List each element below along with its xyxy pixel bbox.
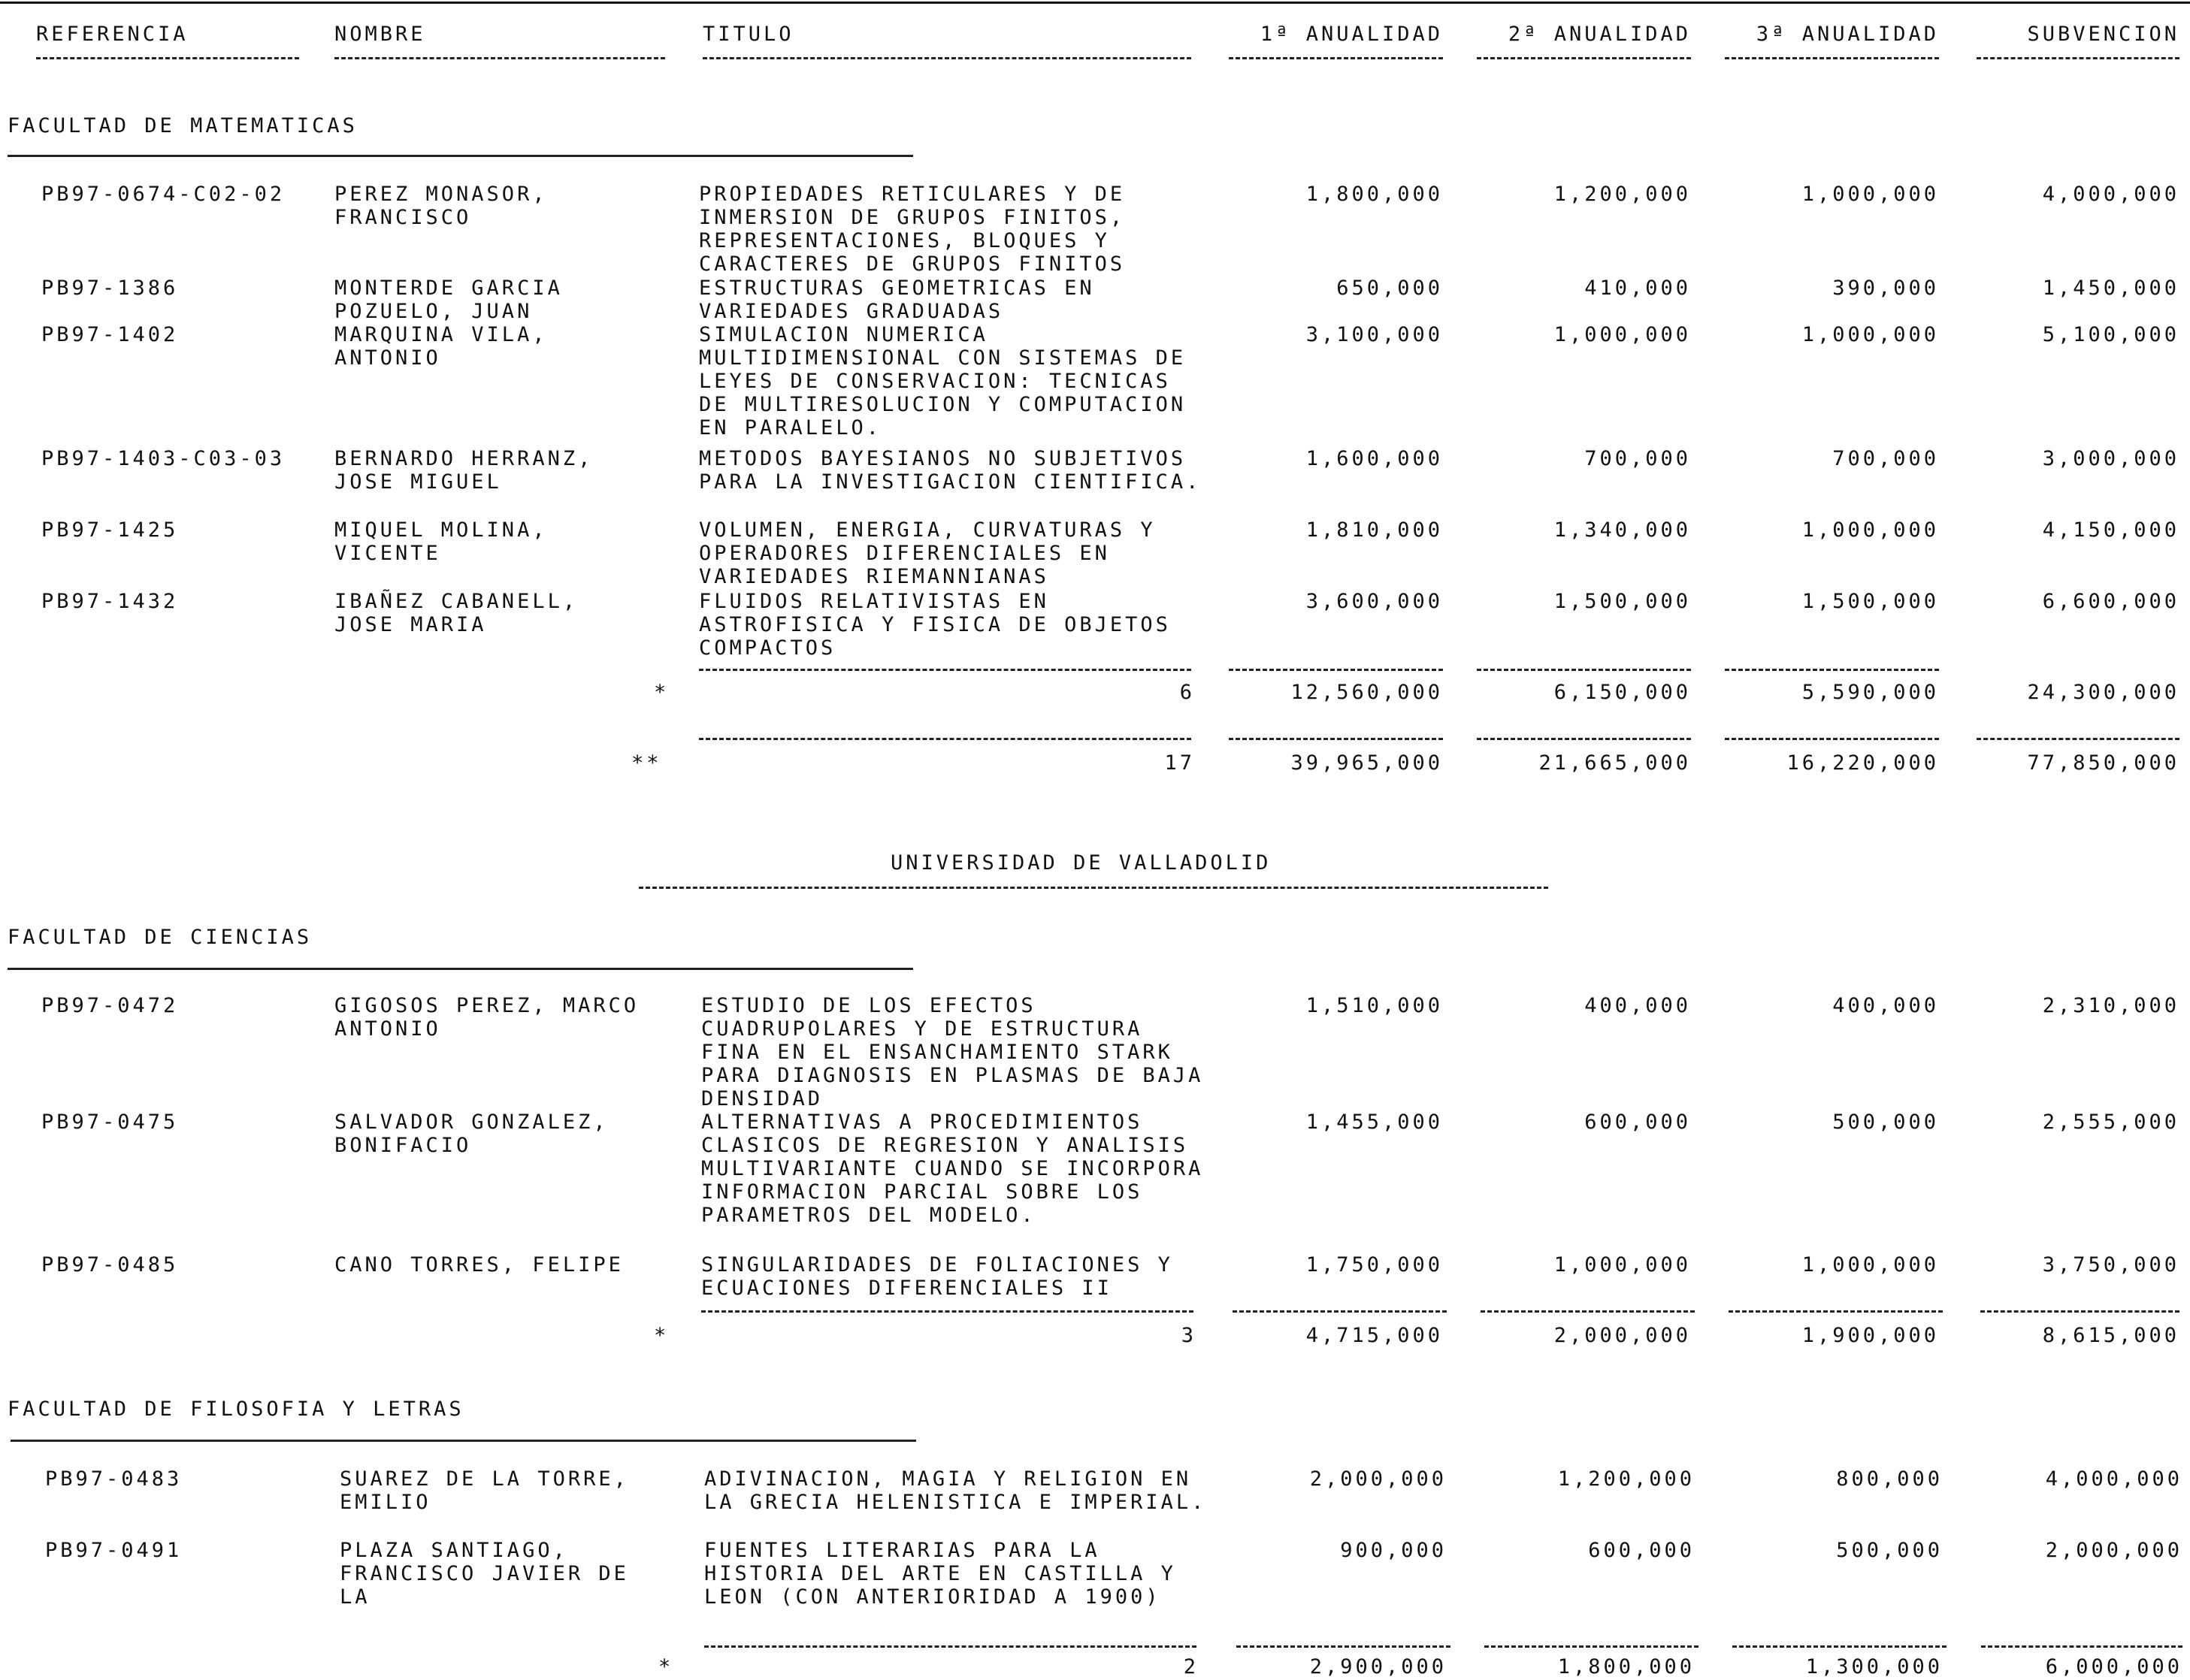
row-anualidad-2: 1,200,000 xyxy=(1553,183,1691,206)
subtotal-rule xyxy=(1981,1645,2182,1648)
row-anualidad-1: 1,800,000 xyxy=(1305,183,1443,206)
faculty-title: FACULTAD DE MATEMATICAS xyxy=(8,114,358,137)
subtotal-mark: * xyxy=(654,1324,670,1347)
row-subvencion: 2,000,000 xyxy=(2045,1539,2182,1562)
header-underline-a2 xyxy=(1477,57,1691,59)
subtotal-count: 6 xyxy=(1179,681,1195,704)
total-anualidad-2: 21,665,000 xyxy=(1538,751,1691,775)
header-anualidad-1: 1ª ANUALIDAD xyxy=(1260,23,1443,46)
total-rule xyxy=(1725,738,1939,740)
row-nombre: MIQUEL MOLINA, VICENTE xyxy=(334,518,548,565)
subtotal-anualidad-3: 1,900,000 xyxy=(1801,1324,1939,1347)
total-anualidad-3: 16,220,000 xyxy=(1786,751,1939,775)
row-nombre: PEREZ MONASOR, FRANCISCO xyxy=(334,183,548,229)
row-anualidad-2: 600,000 xyxy=(1584,1110,1691,1134)
row-referencia: PB97-1402 xyxy=(41,323,179,346)
row-titulo: ESTUDIO DE LOS EFECTOS CUADRUPOLARES Y DE ESTRUCTURA FINA EN EL ENSANCHAMIENTO STARK PARA DIAGNOSIS EN PLASMAS DE BAJA DENSIDAD xyxy=(701,994,1204,1110)
university-underline xyxy=(639,887,1548,889)
header-anualidad-2: 2ª ANUALIDAD xyxy=(1508,23,1691,46)
row-nombre: GIGOSOS PEREZ, MARCO ANTONIO xyxy=(334,994,640,1041)
total-anualidad-1: 39,965,000 xyxy=(1290,751,1443,775)
row-referencia: PB97-0491 xyxy=(45,1539,183,1562)
subtotal-anualidad-2: 1,800,000 xyxy=(1557,1655,1695,1678)
subtotal-rule xyxy=(1229,669,1443,671)
row-anualidad-1: 3,100,000 xyxy=(1305,323,1443,346)
row-subvencion: 6,600,000 xyxy=(2042,590,2179,613)
row-anualidad-1: 650,000 xyxy=(1336,276,1443,300)
row-subvencion: 4,000,000 xyxy=(2042,183,2179,206)
header-underline-titulo xyxy=(703,57,1191,59)
subtotal-anualidad-3: 1,300,000 xyxy=(1805,1655,1943,1678)
row-anualidad-2: 410,000 xyxy=(1584,276,1691,300)
row-anualidad-1: 1,810,000 xyxy=(1305,518,1443,542)
faculty-underline xyxy=(11,1440,916,1442)
row-anualidad-2: 700,000 xyxy=(1584,447,1691,470)
subtotal-anualidad-3: 5,590,000 xyxy=(1801,681,1939,704)
row-nombre: PLAZA SANTIAGO, FRANCISCO JAVIER DE LA xyxy=(340,1539,629,1609)
row-titulo: ALTERNATIVAS A PROCEDIMIENTOS CLASICOS DE REGRESION Y ANALISIS MULTIVARIANTE CUANDO SE INCORPORA INFORMACION PARCIAL SOBRE LOS PARAMETROS DEL MODELO. xyxy=(701,1110,1204,1227)
row-subvencion: 4,150,000 xyxy=(2042,518,2179,542)
subtotal-rule xyxy=(1236,1645,1450,1648)
subtotal-subvencion: 24,300,000 xyxy=(2027,681,2179,704)
subtotal-mark: * xyxy=(658,1655,674,1678)
row-anualidad-1: 3,600,000 xyxy=(1305,590,1443,613)
row-anualidad-2: 600,000 xyxy=(1588,1539,1695,1562)
university-title: UNIVERSIDAD DE VALLADOLID xyxy=(891,851,1272,875)
subtotal-rule xyxy=(1980,1310,2179,1313)
row-titulo: METODOS BAYESIANOS NO SUBJETIVOS PARA LA INVESTIGACION CIENTIFICA. xyxy=(699,447,1202,494)
row-anualidad-3: 1,000,000 xyxy=(1801,518,1939,542)
row-anualidad-2: 1,340,000 xyxy=(1553,518,1691,542)
row-titulo: FUENTES LITERARIAS PARA LA HISTORIA DEL ARTE EN CASTILLA Y LEON (CON ANTERIORIDAD A 1900) xyxy=(704,1539,1176,1609)
row-subvencion: 3,750,000 xyxy=(2042,1253,2179,1277)
row-anualidad-1: 1,600,000 xyxy=(1305,447,1443,470)
row-anualidad-2: 1,000,000 xyxy=(1553,1253,1691,1277)
row-anualidad-2: 1,500,000 xyxy=(1553,590,1691,613)
row-referencia: PB97-0483 xyxy=(45,1467,183,1491)
row-referencia: PB97-1425 xyxy=(41,518,179,542)
row-referencia: PB97-1386 xyxy=(41,276,179,300)
subtotal-anualidad-1: 4,715,000 xyxy=(1305,1324,1443,1347)
subtotal-anualidad-2: 6,150,000 xyxy=(1553,681,1691,704)
subtotal-rule xyxy=(699,669,1191,671)
row-anualidad-3: 500,000 xyxy=(1832,1110,1939,1134)
row-titulo: SIMULACION NUMERICA MULTIDIMENSIONAL CON SISTEMAS DE LEYES DE CONSERVACION: TECNICAS DE MULTIRESOLUCION Y COMPUTACION EN PARALELO. xyxy=(699,323,1187,440)
row-anualidad-3: 1,000,000 xyxy=(1801,323,1939,346)
row-subvencion: 2,310,000 xyxy=(2042,994,2179,1017)
subtotal-rule xyxy=(1484,1645,1698,1648)
row-anualidad-3: 500,000 xyxy=(1836,1539,1943,1562)
row-anualidad-1: 1,750,000 xyxy=(1305,1253,1443,1277)
total-count: 17 xyxy=(1164,751,1195,775)
header-referencia: REFERENCIA xyxy=(36,23,189,46)
row-subvencion: 5,100,000 xyxy=(2042,323,2179,346)
faculty-underline xyxy=(8,968,913,970)
row-anualidad-1: 1,510,000 xyxy=(1305,994,1443,1017)
row-referencia: PB97-0475 xyxy=(41,1110,179,1134)
total-rule xyxy=(1229,738,1443,740)
subtotal-anualidad-1: 2,900,000 xyxy=(1309,1655,1447,1678)
header-anualidad-3: 3ª ANUALIDAD xyxy=(1756,23,1939,46)
row-subvencion: 4,000,000 xyxy=(2045,1467,2182,1491)
header-underline-sub xyxy=(1977,57,2179,59)
subtotal-rule xyxy=(1729,1310,1943,1313)
row-titulo: ESTRUCTURAS GEOMETRICAS EN VARIEDADES GRADUADAS xyxy=(699,276,1095,323)
subtotal-rule xyxy=(1725,669,1939,671)
subtotal-subvencion: 8,615,000 xyxy=(2042,1324,2179,1347)
total-rule xyxy=(699,738,1191,740)
row-anualidad-3: 400,000 xyxy=(1832,994,1939,1017)
header-titulo: TITULO xyxy=(703,23,794,46)
subtotal-rule xyxy=(1481,1310,1695,1313)
row-anualidad-2: 1,200,000 xyxy=(1557,1467,1695,1491)
row-anualidad-1: 1,455,000 xyxy=(1305,1110,1443,1134)
row-nombre: MONTERDE GARCIA POZUELO, JUAN xyxy=(334,276,563,323)
header-underline-nombre xyxy=(334,57,665,59)
row-titulo: SINGULARIDADES DE FOLIACIONES Y ECUACIONES DIFERENCIALES II xyxy=(701,1253,1173,1300)
row-anualidad-3: 390,000 xyxy=(1832,276,1939,300)
row-referencia: PB97-1432 xyxy=(41,590,179,613)
row-referencia: PB97-0674-C02-02 xyxy=(41,183,286,206)
row-referencia: PB97-0485 xyxy=(41,1253,179,1277)
total-subvencion: 77,850,000 xyxy=(2027,751,2179,775)
row-nombre: MARQUINA VILA, ANTONIO xyxy=(334,323,548,370)
row-subvencion: 1,450,000 xyxy=(2042,276,2179,300)
row-titulo: VOLUMEN, ENERGIA, CURVATURAS Y OPERADORES DIFERENCIALES EN VARIEDADES RIEMANNIANAS xyxy=(699,518,1156,588)
header-nombre: NOMBRE xyxy=(334,23,426,46)
subtotal-rule xyxy=(704,1645,1196,1648)
row-nombre: CANO TORRES, FELIPE xyxy=(334,1253,624,1277)
row-anualidad-3: 1,500,000 xyxy=(1801,590,1939,613)
header-underline-a3 xyxy=(1725,57,1939,59)
header-subvencion: SUBVENCION xyxy=(2027,23,2179,46)
row-anualidad-3: 1,000,000 xyxy=(1801,1253,1939,1277)
subtotal-subvencion: 6,000,000 xyxy=(2045,1655,2182,1678)
faculty-title: FACULTAD DE CIENCIAS xyxy=(8,926,313,949)
subtotal-rule xyxy=(1477,669,1691,671)
subtotal-count: 3 xyxy=(1181,1324,1196,1347)
row-nombre: SUAREZ DE LA TORRE, EMILIO xyxy=(340,1467,629,1514)
subtotal-anualidad-2: 2,000,000 xyxy=(1553,1324,1691,1347)
row-titulo: ADIVINACION, MAGIA Y RELIGION EN LA GRECIA HELENISTICA E IMPERIAL. xyxy=(704,1467,1207,1514)
top-rule xyxy=(0,2,2190,4)
row-nombre: BERNARDO HERRANZ, JOSE MIGUEL xyxy=(334,447,594,494)
faculty-title: FACULTAD DE FILOSOFIA Y LETRAS xyxy=(8,1397,464,1421)
row-subvencion: 3,000,000 xyxy=(2042,447,2179,470)
header-underline-a1 xyxy=(1229,57,1443,59)
subtotal-anualidad-1: 12,560,000 xyxy=(1290,681,1443,704)
row-referencia: PB97-0472 xyxy=(41,994,179,1017)
row-anualidad-1: 900,000 xyxy=(1340,1539,1447,1562)
row-referencia: PB97-1403-C03-03 xyxy=(41,447,286,470)
faculty-underline xyxy=(8,155,913,157)
subtotal-rule xyxy=(1732,1645,1946,1648)
subtotal-rule xyxy=(1233,1310,1447,1313)
header-underline-ref xyxy=(36,57,299,59)
row-titulo: PROPIEDADES RETICULARES Y DE INMERSION DE GRUPOS FINITOS, REPRESENTACIONES, BLOQUES Y CARACTERES DE GRUPOS FINITOS xyxy=(699,183,1126,276)
row-nombre: IBAÑEZ CABANELL, JOSE MARIA xyxy=(334,590,579,636)
row-anualidad-3: 800,000 xyxy=(1836,1467,1943,1491)
row-anualidad-3: 1,000,000 xyxy=(1801,183,1939,206)
total-mark: ** xyxy=(631,751,662,775)
row-anualidad-2: 1,000,000 xyxy=(1553,323,1691,346)
row-anualidad-1: 2,000,000 xyxy=(1309,1467,1447,1491)
total-rule xyxy=(1477,738,1691,740)
row-anualidad-2: 400,000 xyxy=(1584,994,1691,1017)
row-anualidad-3: 700,000 xyxy=(1832,447,1939,470)
row-subvencion: 2,555,000 xyxy=(2042,1110,2179,1134)
subtotal-count: 2 xyxy=(1183,1655,1199,1678)
subtotal-mark: * xyxy=(654,681,670,704)
subtotal-rule xyxy=(701,1310,1193,1313)
row-titulo: FLUIDOS RELATIVISTAS EN ASTROFISICA Y FISICA DE OBJETOS COMPACTOS xyxy=(699,590,1171,660)
total-rule xyxy=(1977,738,2179,740)
row-nombre: SALVADOR GONZALEZ, BONIFACIO xyxy=(334,1110,609,1157)
